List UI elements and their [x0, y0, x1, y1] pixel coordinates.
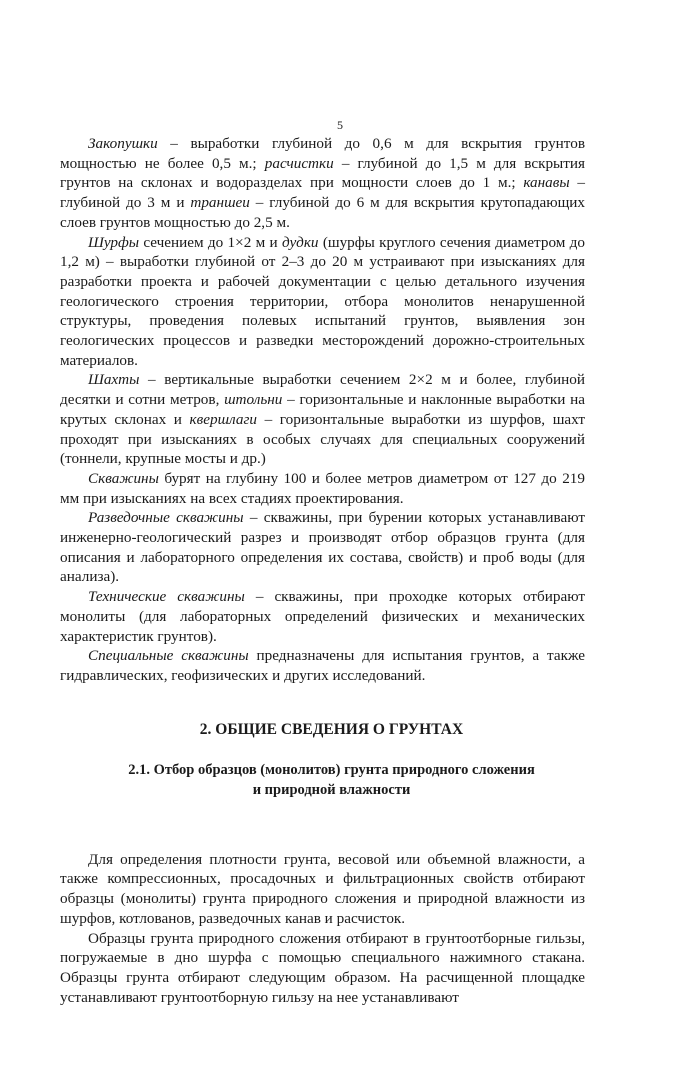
term: квершлаги	[189, 410, 257, 428]
intro-definitions	[60, 134, 585, 686]
term: канавы	[523, 174, 570, 192]
paragraph-shakhty: Шахты – вертикальные выработки сечением 2×2 м и более, глубиной десятки и сотни метров, штольни – горизонтальные и наклонные выработки на крутых склонах и квершлаги – горизонтальные выработки из шурфов, шахт проходят при изысканиях в особых случаях для специальных сооружений (тоннели, крупные мосты и др.)	[60, 371, 586, 468]
term: Шахты	[88, 371, 140, 389]
term: Шурфы	[88, 233, 140, 251]
paragraph-tekhnicheskie: Технические скважины – скважины, при проходке которых отбирают монолиты (для лабораторных определений физических и механических характеристик грунтов).	[60, 588, 585, 645]
subsection-heading-line2: и природной влажности	[252, 781, 411, 798]
term: дудки	[281, 233, 319, 251]
paragraph-shurfy: Шурфы сечением до 1×2 м и дудки (шурфы круглого сечения диаметром до 1,2 м) – выработки глубиной от 2–3 до 20 м устраивают при изысканиях для разработки проекта и рабочей документации с целью детального изучения геологического строения территории, отбора монолитов ненарушенной структуры, проведения полевых испытаний грунтов, выявления зон геологических процессов и разведки месторождений дорожно-строительных материалов.	[60, 233, 585, 369]
page-content	[60, 134, 585, 1007]
term: траншеи	[190, 194, 250, 212]
term: расчистки	[264, 154, 334, 172]
term: Закопушки	[88, 135, 158, 152]
term: Технические скважины	[88, 588, 245, 606]
body-paragraph: Образцы грунта природного сложения отбирают в грунтоотборные гильзы, погружаемые в дно шурфа с помощью специального нажимного стакана. Образцы грунта отбирают следующим образом. На расчищенной площадке устанавливают грунтоотборную гильзу на нее устанавливают	[60, 929, 585, 1006]
paragraph-zakopushki: Закопушки – выработки глубиной до 0,6 м для вскрытия грунтов мощностью не более 0,5 м.; расчистки – глубиной до 1,5 м для вскрытия грунтов на склонах и водоразделах при мощности слоев до 1 м.; канавы – глубиной до 3 м и траншеи – глубиной до 6 м для вскрытия крутопадающих слоев грунтов мощностью до 2,5 м.	[60, 135, 586, 231]
term: штольни	[224, 391, 283, 409]
term: Специальные скважины	[88, 647, 249, 665]
paragraph-skvazhiny: Скважины бурят на глубину 100 и более метров диаметром от 127 до 219 мм при изысканиях на всех стадиях проектирования.	[60, 469, 585, 507]
subsection-heading-line1: 2.1. Отбор образцов (монолитов) грунта природного сложения	[128, 761, 535, 778]
paragraph-spetsialnye: Специальные скважины предназначены для испытания грунтов, а также гидравлических, геофизических и других исследований.	[60, 647, 585, 684]
paragraph-razvedochnye: Разведочные скважины – скважины, при бурении которых устанавливают инженерно-геологический разрез и производят отбор образцов грунта (для описания и лабораторного определения их состава, свойств) и проб воды (для анализа).	[60, 509, 585, 586]
term: Скважины	[88, 469, 159, 487]
body-paragraph: Для определения плотности грунта, весовой или объемной влажности, а также компрессионных, просадочных и фильтрационных свойств отбирают образцы (монолиты) грунта природного сложения и природной влажности из шурфов, котлованов, разведочных канав и расчисток.	[60, 850, 585, 927]
term: Разведочные скважины	[88, 509, 244, 527]
page-number: 5	[337, 118, 343, 132]
section-heading: 2. ОБЩИЕ СВЕДЕНИЯ О ГРУНТАХ	[199, 720, 464, 738]
